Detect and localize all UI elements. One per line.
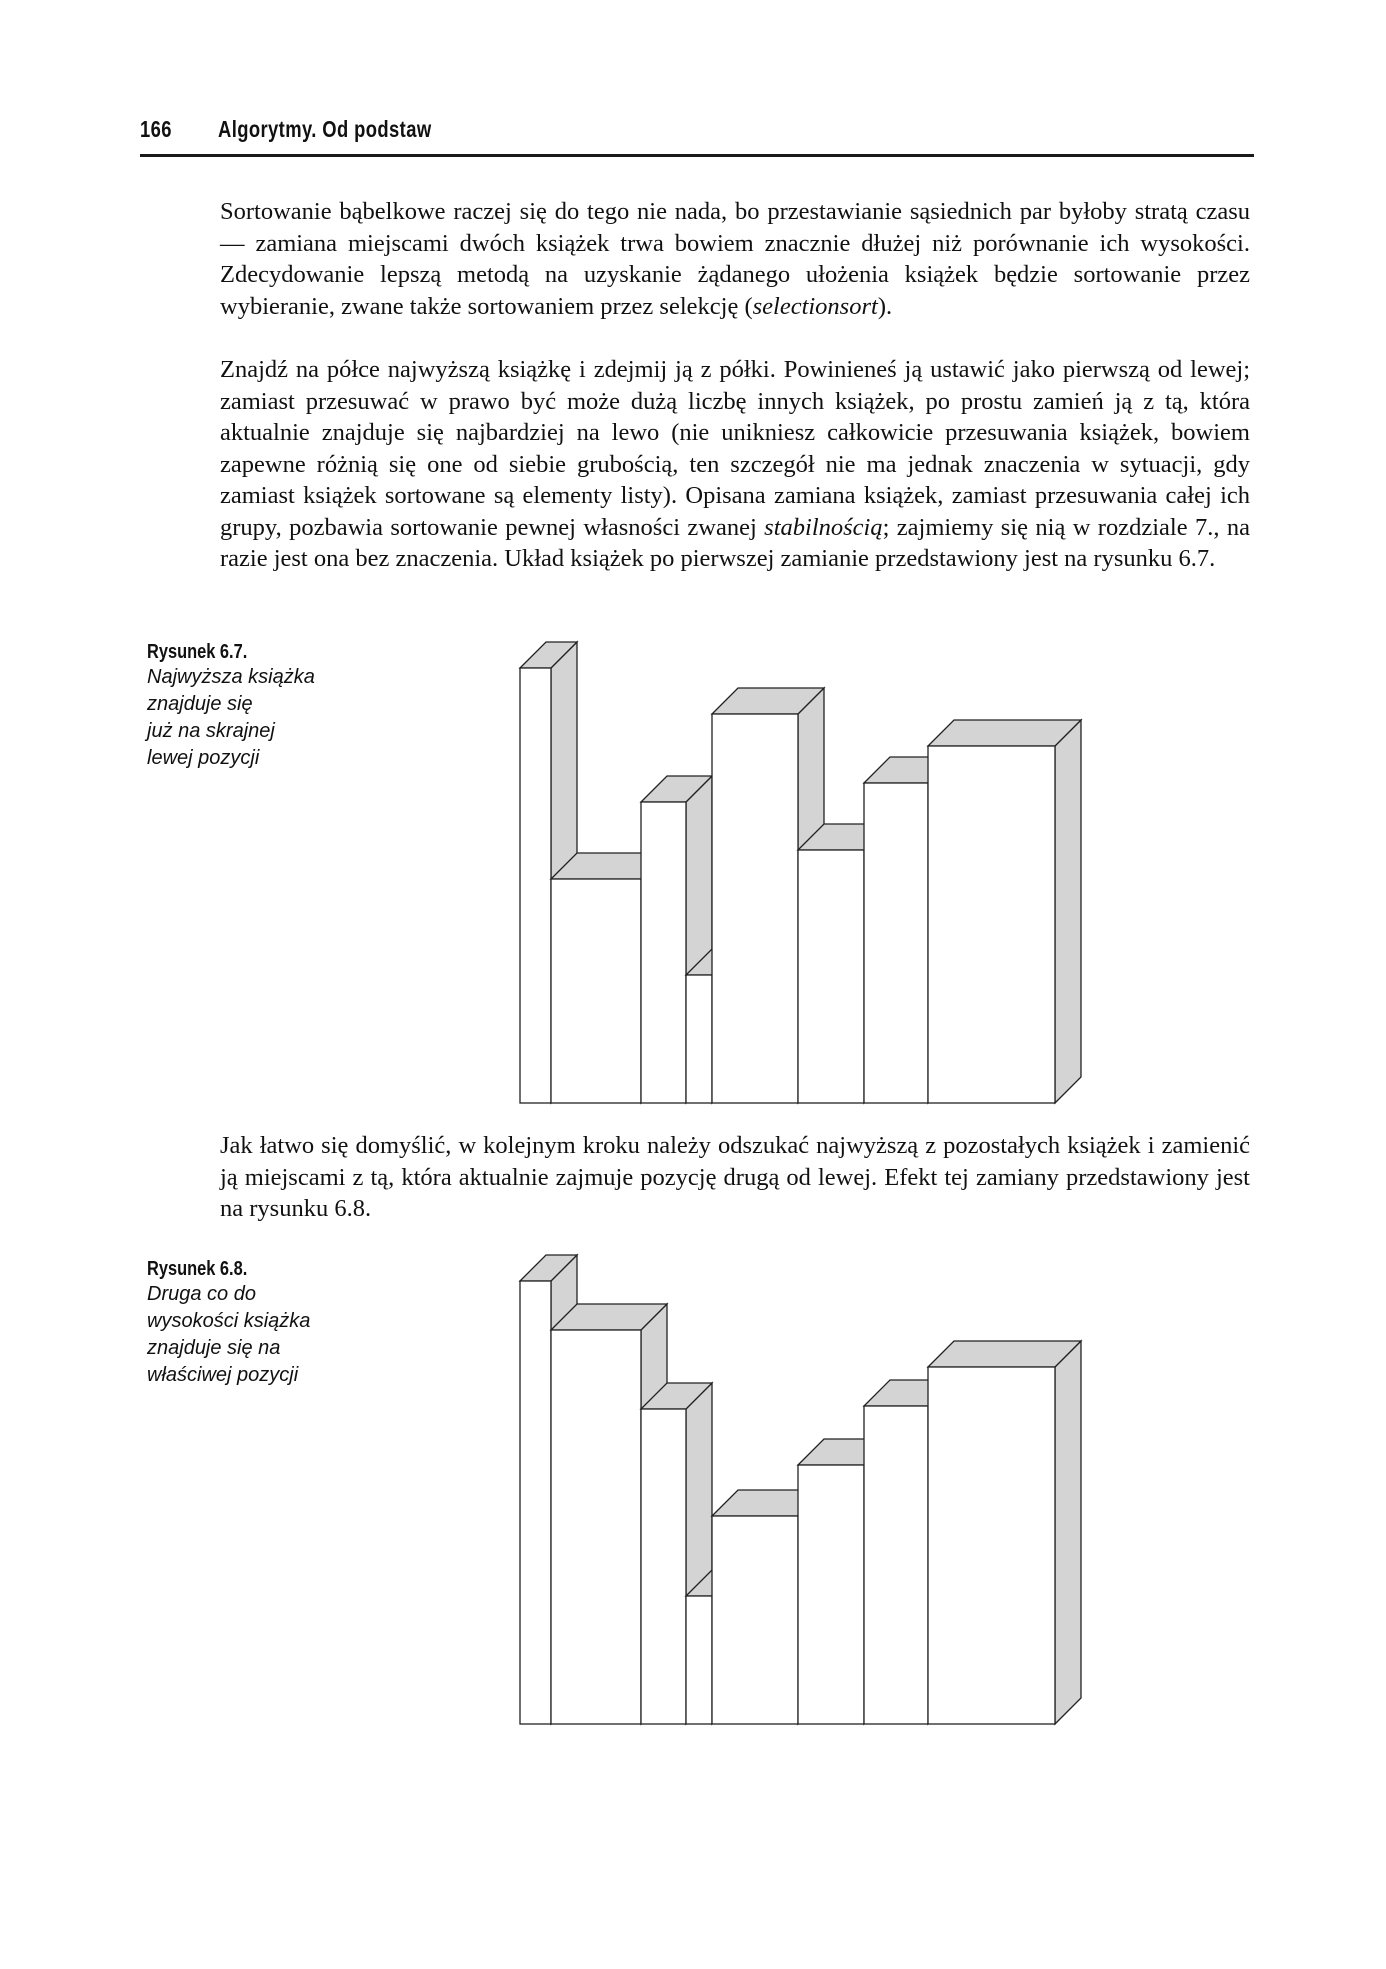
figure-caption-6-7 <box>147 640 377 772</box>
paragraph-text-end: ). <box>877 292 893 320</box>
figure-6-7-books <box>520 628 1100 1103</box>
paragraph-text: Znajdź na półce najwyższą książkę i zdejmij ją z półki. Powinieneś ją ustawić jako pierwszą od lewej; zamiast przesuwać w prawo być może dużą liczbę innych książek, po prostu zamień ją z tą, która aktualnie znajduje się najbardziej na lewo (nie unikniesz całkowicie przesuwania książek, bowiem zapewne różnią się one od siebie grubością, ten szczegół nie ma jednak znaczenia w sytuacji, gdy zamiast książek sortowane są elementy listy). Opisana zamiana książek, zamiast przesuwania całej ich grupy, pozbawia sortowanie pewnej własności zwanej <box>220 356 1250 541</box>
paragraph-next-step: Jak łatwo się domyślić, w kolejnym kroku należy odszukać najwyższą z pozostałych książek i zamienić ją miejscami z tą, która aktualnie zajmuje pozycję drugą od lewej. Efekt tej zamiany przedstawiony jest na rysunku 6.8. <box>220 1132 1250 1222</box>
term-selectionsort: selectionsort <box>752 292 878 320</box>
caption-line: wysokości książka <box>147 1310 311 1332</box>
caption-line: znajduje się <box>147 693 253 715</box>
figure-6-8-books <box>520 1244 1100 1724</box>
book <box>928 1341 1081 1724</box>
caption-line: lewej pozycji <box>147 747 260 769</box>
caption-line: Druga co do <box>147 1283 256 1305</box>
caption-line: już na skrajnej <box>147 720 275 742</box>
books-illustration <box>520 628 1100 1103</box>
paragraph-text-end: ; zajmiemy się nią w rozdziale 7., na razie jest ona bez znaczenia. Układ książek po pierwszej zamianie przedstawiony jest na rysunku 6.7. <box>220 513 1250 572</box>
book-title: Algorytmy. Od podstaw <box>218 116 432 142</box>
caption-line: właściwej pozycji <box>147 1364 299 1386</box>
books-illustration <box>520 1244 1100 1724</box>
figure-label: Rysunek 6.7. <box>147 641 248 663</box>
paragraph-text: Sortowanie bąbelkowe raczej się do tego nie nada, bo przestawianie sąsiednich par byłoby stratą czasu — zamiana miejscami dwóch książek trwa bowiem znacznie dłużej niż porównanie ich wysokości. Zdecydowanie lepszą metodą na uzyskanie żądanego ułożenia książek będzie sortowanie przez wybieranie, zwane także sortowaniem przez selekcję ( <box>220 198 1250 320</box>
figure-caption-6-8 <box>147 1257 377 1389</box>
book <box>928 720 1081 1103</box>
caption-line: znajduje się na <box>147 1337 281 1359</box>
caption-line: Najwyższa książka <box>147 666 315 688</box>
figure-label: Rysunek 6.8. <box>147 1258 248 1280</box>
running-head <box>140 114 1254 157</box>
paragraph-bubble-sort <box>220 196 1250 322</box>
term-stability: stabilnością <box>764 513 883 541</box>
paragraph-selection-step <box>220 354 1250 575</box>
page-number: 166 <box>140 116 172 142</box>
